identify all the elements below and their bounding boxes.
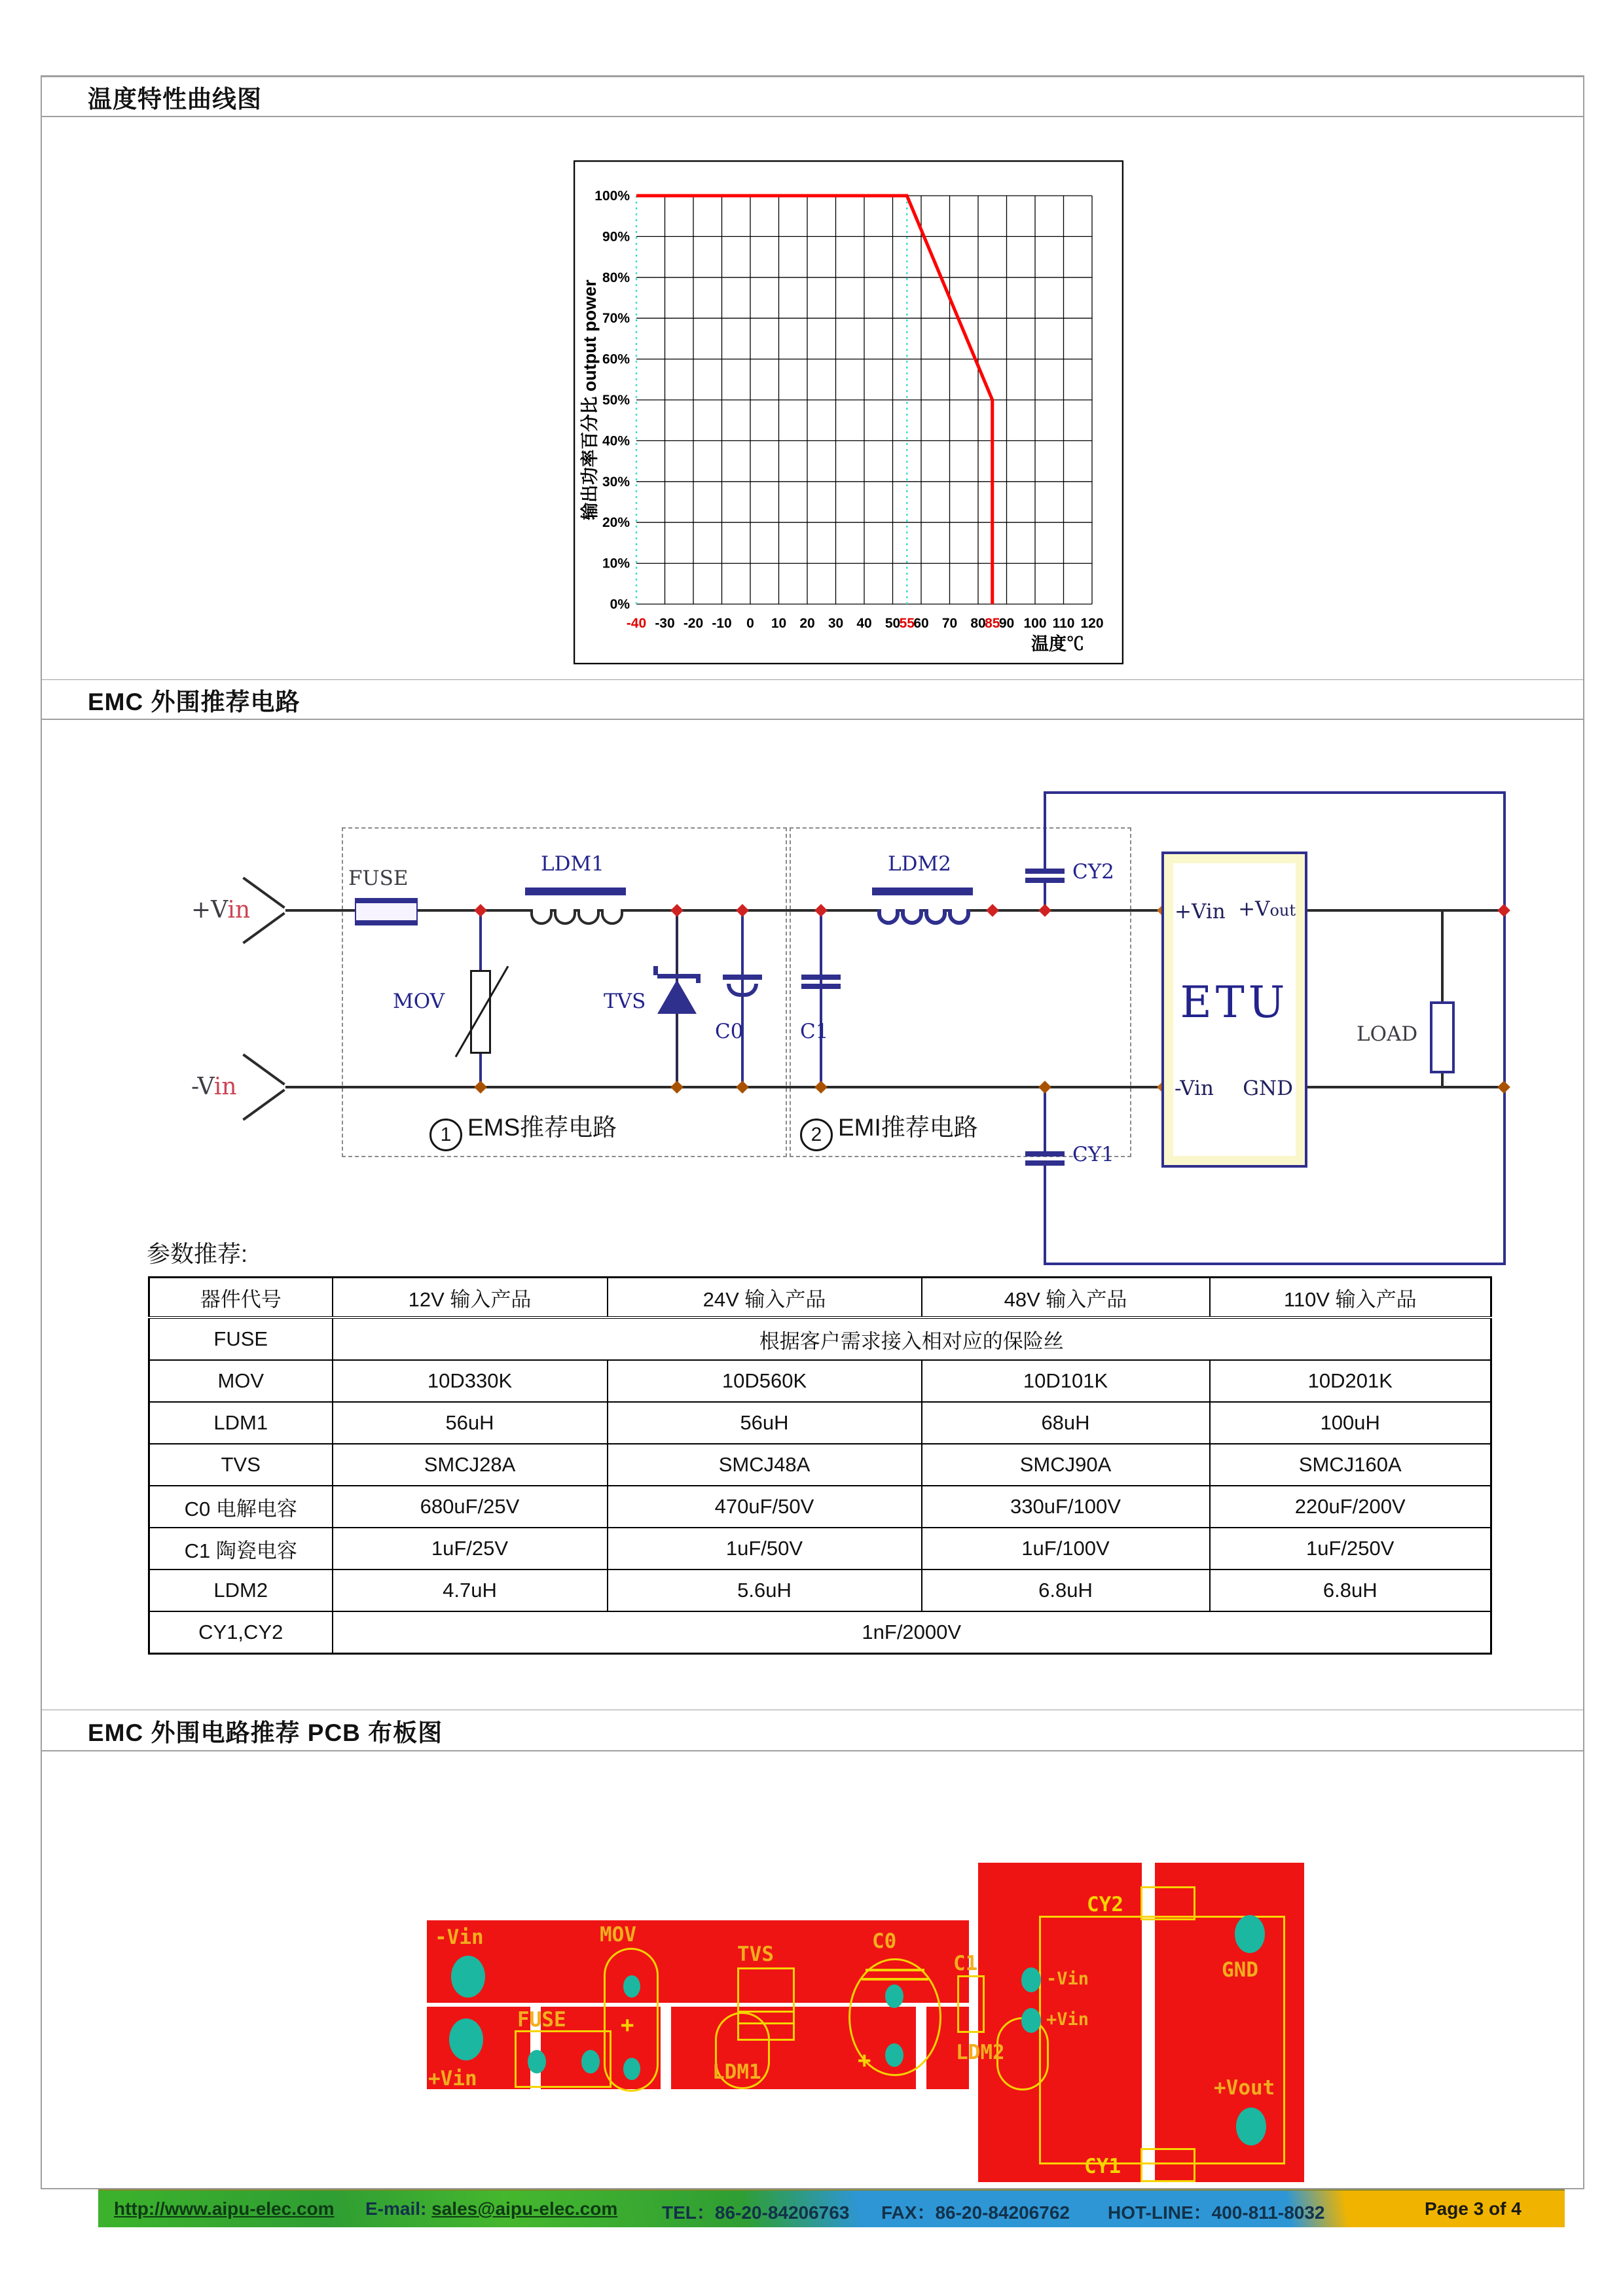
junction-node: [1497, 1081, 1510, 1094]
table-cell: 1nF/2000V: [333, 1611, 1491, 1654]
cy2-footprint: [1140, 1886, 1195, 1920]
pcb-cy2-label: CY2: [1087, 1893, 1123, 1916]
fuse-pad: [581, 2050, 600, 2073]
cy2-plate: [1025, 869, 1065, 874]
content-frame: [41, 75, 1584, 2189]
vin-neg-label: -Vin: [191, 1073, 237, 1100]
vin-neg-arrow-icon: [242, 1053, 285, 1085]
svg-text:-40: -40: [626, 616, 647, 631]
footer-page-number: Page 3 of 4: [1425, 2198, 1522, 2219]
pcb-gnd-label: GND: [1222, 1958, 1258, 1982]
svg-text:60%: 60%: [602, 351, 630, 367]
cy1-label: CY1: [1072, 1143, 1114, 1166]
load-label: LOAD: [1357, 1022, 1418, 1046]
section-header-temp-curve: [42, 77, 1583, 117]
ldm1-label: LDM1: [541, 852, 604, 876]
table-cell: LDM2: [149, 1570, 333, 1611]
footer-email-link[interactable]: sales@aipu-elec.com: [431, 2198, 618, 2219]
cy2-label: CY2: [1072, 860, 1114, 884]
loop-wire-bottom: [1044, 1263, 1506, 1265]
pcb-ldm2-label: LDM2: [956, 2041, 1005, 2064]
svg-text:30: 30: [828, 616, 844, 631]
section-header-emc-pcb: [42, 1710, 1583, 1751]
table-header-cell: 110V 输入产品: [1210, 1278, 1491, 1318]
page-footer: [98, 2189, 1565, 2227]
etu-pin-vout: +Vout: [1238, 897, 1296, 921]
section-title: EMC 外围推荐电路: [88, 688, 301, 715]
pcb-ldm1-label: LDM1: [712, 2060, 761, 2084]
gnd-pad: [1235, 1915, 1265, 1953]
etu-module-box: [1161, 852, 1307, 1168]
cy1-wire-up: [1044, 1088, 1046, 1151]
svg-text:-10: -10: [712, 616, 732, 631]
svg-text:输出功率百分比 output power: 输出功率百分比 output power: [580, 279, 600, 520]
mov-pad: [623, 2058, 640, 2080]
svg-text:60: 60: [913, 616, 929, 631]
cy2-plate: [1025, 878, 1065, 883]
pcb-vout-label: +Vout: [1214, 2076, 1275, 2100]
circled-number: 1: [429, 1119, 462, 1151]
svg-text:100%: 100%: [594, 188, 630, 204]
c0-pad: [885, 1984, 903, 2008]
cy2-wire-up: [1044, 791, 1046, 869]
table-cell: SMCJ160A: [1210, 1444, 1491, 1486]
cy1-plate: [1025, 1160, 1065, 1166]
load-resistor: [1430, 1001, 1455, 1073]
c1-label: C1: [800, 1020, 829, 1043]
c0-top-plate: [723, 975, 762, 980]
c1-top-plate: [801, 975, 841, 980]
pcb-pin-vin-pos-label: +Vin: [1046, 2009, 1089, 2030]
table-cell: 6.8uH: [1210, 1570, 1491, 1611]
emc-circuit-section: [42, 720, 1583, 1711]
table-cell: 10D560K: [608, 1360, 922, 1402]
table-row: [149, 1570, 1491, 1611]
svg-text:0%: 0%: [610, 597, 630, 612]
table-cell: 1uF/250V: [1210, 1528, 1491, 1570]
table-cell: 根据客户需求接入相对应的保险丝: [333, 1318, 1491, 1360]
table-cell: 470uF/50V: [608, 1486, 922, 1528]
table-cell: 330uF/100V: [922, 1486, 1210, 1528]
vin-neg-pad: [451, 1956, 485, 1998]
table-cell: MOV: [149, 1360, 333, 1402]
table-header-row: [149, 1278, 1491, 1318]
load-wire: [1441, 1072, 1444, 1087]
vout-pad: [1236, 2108, 1266, 2145]
svg-text:90%: 90%: [602, 229, 630, 245]
svg-text:10: 10: [771, 616, 787, 631]
section-title: 温度特性曲线图: [88, 85, 262, 113]
fuse-label: FUSE: [348, 867, 409, 890]
emi-box-label: 2 EMI推荐电路: [800, 1107, 978, 1151]
tvs-label: TVS: [604, 990, 646, 1013]
table-header-cell: 24V 输入产品: [608, 1278, 922, 1318]
section-header-emc-circuit: [42, 679, 1583, 720]
params-title: 参数推荐:: [147, 1240, 248, 1267]
temperature-derating-chart: [574, 160, 1123, 664]
table-cell: C0 电解电容: [149, 1486, 333, 1528]
emc-pcb-section: [42, 1751, 1583, 2187]
footer-tel: TEL：86-20-84206763: [662, 2202, 850, 2223]
table-cell: 10D330K: [333, 1360, 608, 1402]
pin-vin-pos-pad: [1021, 2008, 1041, 2033]
svg-text:0: 0: [746, 616, 754, 631]
section-title: EMC 外围电路推荐 PCB 布板图: [88, 1719, 443, 1746]
etu-pin-vin-pos: +Vin: [1175, 900, 1226, 924]
tvs-bar-tick: [696, 974, 701, 983]
svg-text:110: 110: [1052, 616, 1075, 631]
c0-polarity-line: [862, 1978, 928, 1981]
svg-text:30%: 30%: [602, 474, 630, 490]
svg-text:-30: -30: [655, 616, 675, 631]
chart-svg: [574, 160, 1123, 664]
svg-text:50: 50: [884, 616, 901, 631]
etu-name: ETU: [1180, 977, 1289, 1028]
c1-wire: [820, 910, 822, 1087]
vin-neg-arrow-icon: [242, 1088, 285, 1121]
mov-label: MOV: [393, 990, 445, 1013]
svg-text:10%: 10%: [602, 556, 630, 571]
etu-pin-gnd: GND: [1243, 1077, 1293, 1100]
vin-pos-label: +Vin: [191, 897, 251, 924]
svg-text:55: 55: [899, 616, 915, 631]
svg-text:100: 100: [1023, 616, 1047, 631]
load-wire: [1441, 912, 1444, 1003]
ems-box-label: 1 EMS推荐电路: [429, 1107, 617, 1151]
cy1-footprint: [1140, 2148, 1195, 2182]
vout-rail: [1302, 909, 1505, 912]
table-cell: 10D101K: [922, 1360, 1210, 1402]
cy1-plate: [1025, 1151, 1065, 1157]
bottom-rail: [285, 1086, 1161, 1088]
junction-node: [1497, 904, 1510, 917]
svg-text:85: 85: [985, 616, 1000, 631]
c0-wire: [741, 910, 744, 1087]
fuse-pad: [528, 2050, 546, 2073]
svg-text:80: 80: [970, 616, 986, 631]
pcb-c0-label: C0: [872, 1929, 897, 1953]
pcb-cy1-label: CY1: [1084, 2155, 1121, 2178]
table-cell: SMCJ48A: [608, 1444, 922, 1486]
svg-text:-20: -20: [683, 616, 704, 631]
c0-pad: [885, 2043, 903, 2067]
svg-text:120: 120: [1080, 616, 1104, 631]
ldm2-bar: [872, 888, 973, 895]
table-cell: 220uF/200V: [1210, 1486, 1491, 1528]
polarity-plus: +: [858, 2047, 871, 2073]
vin-pos-pad: [449, 2018, 483, 2060]
svg-text:80%: 80%: [602, 270, 630, 285]
table-cell: LDM1: [149, 1402, 333, 1444]
table-row: [149, 1402, 1491, 1444]
gnd-rail: [1302, 1086, 1505, 1088]
svg-text:70%: 70%: [602, 311, 630, 327]
pcb-mov-label: MOV: [600, 1923, 636, 1946]
table-cell: SMCJ90A: [922, 1444, 1210, 1486]
pin-vin-neg-pad: [1021, 1967, 1041, 1992]
table-cell: 68uH: [922, 1402, 1210, 1444]
table-cell: 56uH: [333, 1402, 608, 1444]
ldm1-bar: [525, 888, 626, 895]
mov-pad: [623, 1975, 640, 1998]
cy1-wire-down: [1044, 1166, 1046, 1264]
table-cell: 100uH: [1210, 1402, 1491, 1444]
polarity-plus: +: [621, 2012, 634, 2038]
pcb-gap: [661, 2007, 671, 2089]
ldm2-label: LDM2: [888, 852, 951, 876]
pcb-pin-vin-neg-label: -Vin: [1046, 1969, 1089, 1989]
svg-text:70: 70: [941, 616, 958, 631]
c1-bottom-plate: [801, 984, 841, 989]
svg-text:20: 20: [799, 616, 815, 631]
loop-wire-top: [1044, 791, 1506, 794]
table-cell: 4.7uH: [333, 1570, 608, 1611]
loop-wire-right: [1503, 791, 1506, 1265]
svg-text:20%: 20%: [602, 515, 630, 531]
table-cell: TVS: [149, 1444, 333, 1486]
table-row: [149, 1360, 1491, 1402]
pcb-vin-pos-label: +Vin: [428, 2067, 477, 2090]
table-cell: 5.6uH: [608, 1570, 922, 1611]
svg-text:40: 40: [856, 616, 872, 631]
tvs-bar: [657, 974, 697, 978]
tvs-diode-icon: [657, 980, 697, 1014]
footer-email: E-mail: sales@aipu-elec.com: [365, 2198, 618, 2219]
pcb-fuse-label: FUSE: [517, 2008, 566, 2032]
pcb-tvs-label: TVS: [737, 1943, 774, 1966]
table-row: [149, 1486, 1491, 1528]
svg-text:温度℃: 温度℃: [1031, 634, 1084, 654]
table-cell: 1uF/25V: [333, 1528, 608, 1570]
tvs-footprint-line: [739, 2022, 793, 2024]
table-header-cell: 器件代号: [149, 1278, 333, 1318]
table-cell: SMCJ28A: [333, 1444, 608, 1486]
params-table: [148, 1276, 1492, 1655]
table-header-cell: 48V 输入产品: [922, 1278, 1210, 1318]
svg-text:40%: 40%: [602, 433, 630, 449]
footer-fax: FAX：86-20-84206762: [881, 2202, 1070, 2223]
table-cell: 680uF/25V: [333, 1486, 608, 1528]
footer-hotline: HOT-LINE：400-811-8032: [1108, 2202, 1325, 2223]
c0-label: C0: [715, 1020, 744, 1043]
c1-footprint: [957, 1975, 985, 2033]
temp-curve-section: [42, 117, 1583, 681]
table-cell: 56uH: [608, 1402, 922, 1444]
c0-polarity-line: [866, 1969, 924, 1971]
table-cell: 10D201K: [1210, 1360, 1491, 1402]
footer-url-link[interactable]: http://www.aipu-elec.com: [114, 2198, 335, 2219]
svg-text:50%: 50%: [602, 393, 630, 408]
pcb-vin-neg-label: -Vin: [435, 1926, 484, 1949]
pcb-c1-label: C1: [953, 1952, 978, 1975]
table-row: [149, 1318, 1491, 1360]
table-cell: CY1,CY2: [149, 1611, 333, 1654]
table-cell: 1uF/100V: [922, 1528, 1210, 1570]
tvs-footprint-line: [739, 2011, 793, 2013]
table-cell: 1uF/50V: [608, 1528, 922, 1570]
table-header-cell: 12V 输入产品: [333, 1278, 608, 1318]
table-cell: FUSE: [149, 1318, 333, 1360]
table-row: [149, 1444, 1491, 1486]
circled-number: 2: [800, 1119, 833, 1151]
fuse-symbol: [355, 898, 418, 925]
table-cell: 6.8uH: [922, 1570, 1210, 1611]
svg-text:90: 90: [998, 616, 1015, 631]
table-cell: C1 陶瓷电容: [149, 1528, 333, 1570]
tvs-bar-tick: [653, 966, 658, 975]
table-row: [149, 1528, 1491, 1570]
table-row: [149, 1611, 1491, 1654]
etu-pin-vin-neg: -Vin: [1175, 1077, 1214, 1100]
